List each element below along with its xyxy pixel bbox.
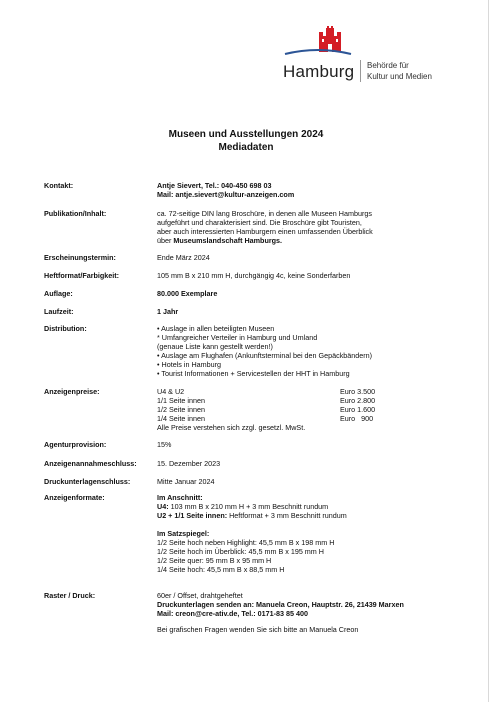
price-row [157, 414, 487, 423]
raster-line2: Druckunterlagen senden an: Manuela Creon, Hauptstr. 26, 21439 Marxen [157, 600, 404, 609]
spacer [157, 618, 487, 625]
distribution-item: • Auslage in allen beteiligten Museen [157, 324, 275, 333]
u2-text: Heftformat + 3 mm Beschnitt rundum [227, 511, 347, 520]
raster-line1: 60er / Offset, drahtgeheftet [157, 591, 243, 600]
spacer [157, 520, 487, 529]
distribution-item: * Umfangreicher Verteiler in Hamburg und Umland [157, 333, 318, 342]
satz-title: Im Satzspiegel: [157, 529, 210, 538]
kontakt-line2: Mail: antje.sievert@kultur-anzeigen.com [157, 190, 295, 199]
satz-line: 1/4 Seite hoch: 45,5 mm B x 88,5 mm H [157, 565, 285, 574]
raster-line4: Bei grafischen Fragen wenden Sie sich bitte an Manuela Creon [157, 625, 359, 634]
label-erscheinung: Erscheinungstermin: [44, 253, 116, 262]
label-annahme: Anzeigenannahmeschluss: [44, 459, 137, 468]
price-row [157, 405, 487, 414]
label-laufzeit: Laufzeit: [44, 307, 74, 316]
price-name: U4 & U2 [157, 387, 185, 396]
logo-dept-line2: Kultur und Medien [367, 72, 432, 81]
label-preise: Anzeigenpreise: [44, 387, 100, 396]
value-kontakt [157, 181, 487, 199]
label-format: Heftformat/Farbigkeit: [44, 271, 120, 280]
title-line1: Museen und Ausstellungen 2024 [168, 129, 324, 140]
label-anzeigenformate: Anzeigenformate: [44, 493, 105, 502]
value-auflage: 80.000 Exemplare [157, 289, 218, 298]
price-amount: Euro 900 [340, 414, 374, 423]
price-row [157, 387, 487, 396]
value-annahme: 15. Dezember 2023 [157, 459, 221, 468]
kontakt-line1: Antje Sievert, Tel.: 040-450 698 03 [157, 181, 272, 190]
label-publikation: Publikation/Inhalt: [44, 209, 107, 218]
label-raster: Raster / Druck: [44, 591, 96, 600]
title-line2: Mediadaten [218, 142, 274, 153]
logo-wave-icon [283, 48, 353, 56]
logo-dept-line1: Behörde für [367, 61, 409, 70]
value-erscheinung: Ende März 2024 [157, 253, 210, 262]
satz-line: 1/2 Seite quer: 95 mm B x 95 mm H [157, 556, 272, 565]
value-anzeigenformate [157, 493, 487, 574]
u4-label: U4: [157, 502, 169, 511]
distribution-item: • Tourist Informationen + Servicestellen der HHT in Hamburg [157, 369, 350, 378]
value-distribution [157, 324, 487, 378]
price-name: 1/4 Seite innen [157, 414, 205, 423]
document-title [0, 128, 492, 154]
label-auflage: Auflage: [44, 289, 73, 298]
value-laufzeit: 1 Jahr [157, 307, 179, 316]
price-amount: Euro 3.500 [340, 387, 376, 396]
satz-line: 1/2 Seite hoch im Überblick: 45,5 mm B x 195 mm H [157, 547, 324, 556]
value-preise [157, 387, 487, 432]
logo-city: Hamburg [283, 62, 355, 81]
u2-label: U2 + 1/1 Seite innen: [157, 511, 228, 520]
price-note: Alle Preise verstehen sich zzgl. gesetzl. MwSt. [157, 423, 306, 432]
value-raster [157, 591, 487, 634]
price-row [157, 396, 487, 405]
price-amount: Euro 1.600 [340, 405, 376, 414]
hamburg-logo [283, 26, 463, 86]
value-format: 105 mm B x 210 mm H, durchgängig 4c, keine Sonderfarben [157, 271, 351, 280]
publikation-last-prefix: über [157, 236, 174, 245]
distribution-item: • Auslage am Flughafen (Ankunftsterminal bei den Gepäckbändern) [157, 351, 373, 360]
logo-divider [360, 60, 361, 82]
raster-line3: Mail: creon@cre-ativ.de, Tel.: 0171-83 85 400 [157, 609, 308, 618]
distribution-item: (genaue Liste kann gestellt werden!) [157, 342, 273, 351]
publikation-last-bold: Museumslandschaft Hamburgs. [173, 236, 283, 245]
publikation-line-last [157, 236, 487, 245]
label-agentur: Agenturprovision: [44, 440, 107, 449]
label-kontakt: Kontakt: [44, 181, 74, 190]
anschnitt-title: Im Anschnitt: [157, 493, 203, 502]
publikation-line: aufgeführt und charakterisiert sind. Die Broschüre gibt Touristen, [157, 218, 362, 227]
price-name: 1/2 Seite innen [157, 405, 205, 414]
value-publikation [157, 209, 487, 245]
anschnitt-u2 [157, 511, 487, 520]
u4-text: 103 mm B x 210 mm H + 3 mm Beschnitt rundum [168, 502, 329, 511]
page-edge [488, 0, 489, 702]
price-name: 1/1 Seite innen [157, 396, 205, 405]
value-druckunterlagen: Mitte Januar 2024 [157, 477, 215, 486]
logo-department [367, 60, 432, 82]
label-druckunterlagen: Druckunterlagenschluss: [44, 477, 131, 486]
label-distribution: Distribution: [44, 324, 87, 333]
publikation-line: ca. 72-seitige DIN lang Broschüre, in denen alle Museen Hamburgs [157, 209, 372, 218]
publikation-line: aber auch interessierten Hamburgern einen umfassenden Überblick [157, 227, 373, 236]
value-agentur: 15% [157, 440, 172, 449]
price-amount: Euro 2.800 [340, 396, 376, 405]
distribution-item: • Hotels in Hamburg [157, 360, 222, 369]
satz-line: 1/2 Seite hoch neben Highlight: 45,5 mm B x 198 mm H [157, 538, 335, 547]
anschnitt-u4 [157, 502, 487, 511]
